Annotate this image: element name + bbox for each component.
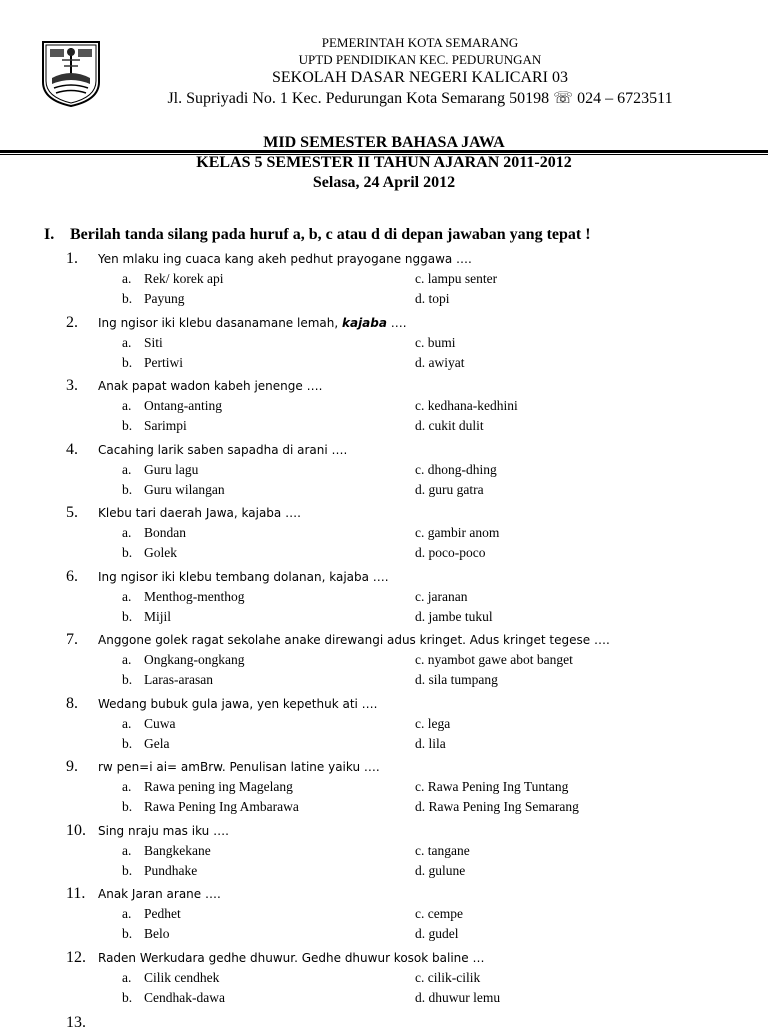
- option-c[interactable]: c. bumi: [415, 334, 456, 350]
- option-d[interactable]: d. dhuwur lemu: [415, 989, 501, 1005]
- question-line: [66, 885, 221, 903]
- question-line: [66, 314, 407, 332]
- question-line: [66, 504, 301, 522]
- option-a[interactable]: [122, 906, 181, 922]
- question-line: [66, 441, 347, 459]
- question-number: 5.: [66, 504, 78, 521]
- question-number: 6.: [66, 567, 78, 585]
- option-c[interactable]: c. gambir anom: [415, 525, 500, 540]
- option-d[interactable]: d. jambe tukul: [415, 608, 493, 624]
- option-a[interactable]: [122, 525, 186, 541]
- question-item: [0, 248, 768, 312]
- option-letter: a.: [122, 525, 132, 540]
- option-a[interactable]: [122, 843, 211, 859]
- option-b[interactable]: [122, 545, 177, 561]
- question-item: [0, 375, 768, 439]
- option-letter: b.: [122, 862, 133, 878]
- title-date: Selasa, 24 April 2012: [312, 174, 456, 191]
- question-text: Cacahing larik saben sapadha di arani ….: [98, 442, 348, 457]
- option-a[interactable]: [122, 271, 223, 287]
- section-number: I.: [44, 226, 55, 243]
- question-text: Yen mlaku ing cuaca kang akeh pedhut prayogane nggawa ….: [98, 252, 472, 266]
- question-item: [0, 439, 768, 503]
- option-letter: b.: [122, 672, 133, 687]
- option-text: Rawa Pening Ing Ambarawa: [144, 799, 299, 814]
- option-text: Siti: [144, 334, 163, 350]
- option-a[interactable]: [122, 779, 293, 795]
- question-line: [66, 822, 229, 840]
- option-letter: a.: [122, 779, 132, 794]
- header-government: PEMERINTAH KOTA SEMARANG: [321, 35, 519, 50]
- question-number: 12.: [66, 948, 86, 966]
- option-d[interactable]: d. Rawa Pening Ing Semarang: [415, 799, 579, 814]
- title-class: KELAS 5 SEMESTER II TAHUN AJARAN 2011-2012: [196, 154, 572, 171]
- option-a[interactable]: [122, 398, 222, 414]
- option-text: Ontang-anting: [144, 398, 222, 413]
- question-line: [66, 949, 484, 967]
- option-text: Sarimpi: [144, 418, 187, 433]
- option-text: Mijil: [144, 608, 172, 624]
- option-text: Rek/ korek api: [144, 271, 224, 286]
- option-text: Gela: [144, 735, 170, 751]
- option-b[interactable]: [122, 291, 185, 307]
- option-letter: a.: [122, 906, 132, 921]
- option-letter: a.: [122, 461, 132, 477]
- option-d[interactable]: d. cukit dulit: [415, 418, 484, 433]
- question-text: Wedang bubuk gula jawa, yen kepethuk ati ….: [98, 696, 378, 711]
- option-b[interactable]: [122, 799, 299, 815]
- option-d[interactable]: d. topi: [415, 291, 450, 306]
- option-c[interactable]: c. dhong-dhing: [415, 461, 497, 477]
- header-department: UPTD PENDIDIKAN KEC. PEDURUNGAN: [298, 52, 542, 67]
- question-number: 8.: [66, 694, 78, 712]
- question-number: 2.: [66, 313, 78, 331]
- letterhead: [0, 30, 768, 120]
- question-item: [0, 566, 768, 630]
- option-text: Payung: [144, 291, 185, 306]
- question-text: Sing nraju mas iku ….: [98, 823, 229, 838]
- option-c[interactable]: c. tangane: [415, 842, 470, 858]
- option-b[interactable]: [122, 609, 171, 625]
- option-d[interactable]: d. awiyat: [415, 354, 465, 370]
- option-text: Guru wilangan: [144, 481, 225, 497]
- option-c[interactable]: c. cempe: [415, 906, 463, 921]
- option-b[interactable]: [122, 355, 183, 371]
- option-a[interactable]: [122, 652, 244, 668]
- question-text: Raden Werkudara gedhe dhuwur. Gedhe dhuwur kosok baline …: [98, 950, 485, 965]
- question-emphasis: kajaba: [341, 315, 387, 330]
- option-letter: b.: [122, 735, 133, 751]
- header-address: Jl. Supriyadi No. 1 Kec. Pedurungan Kota Semarang 50198 ☏ 024 – 6723511: [167, 90, 673, 107]
- option-letter: b.: [122, 608, 133, 624]
- question-line: [66, 758, 380, 776]
- option-text: Cilik cendhek: [144, 969, 220, 985]
- option-b[interactable]: [122, 926, 170, 942]
- question-item: [0, 502, 768, 566]
- question-text: Anak Jaran arane ….: [98, 887, 221, 901]
- question-text-tail: ….: [386, 315, 407, 330]
- option-d[interactable]: d. poco-poco: [415, 545, 486, 560]
- option-text: Ongkang-ongkang: [144, 652, 245, 667]
- option-d[interactable]: d. gulune: [415, 862, 466, 878]
- section-instruction: [44, 225, 591, 245]
- option-text: Cendhak-dawa: [144, 989, 225, 1005]
- option-letter: a.: [122, 652, 132, 667]
- title-subject: MID SEMESTER BAHASA JAWA: [263, 134, 505, 151]
- option-c[interactable]: c. lega: [415, 715, 451, 731]
- question-item: [0, 312, 768, 376]
- question-number: 3.: [66, 377, 78, 394]
- option-b[interactable]: [122, 672, 213, 688]
- question-text: Klebu tari daerah Jawa, kajaba ….: [98, 506, 301, 520]
- option-d[interactable]: d. lila: [415, 735, 446, 751]
- option-letter: a.: [122, 334, 132, 350]
- question-line: [66, 377, 322, 395]
- option-d[interactable]: d. guru gatra: [415, 481, 484, 497]
- question-number: 11.: [66, 885, 86, 902]
- option-text: Pedhet: [144, 906, 181, 921]
- option-letter: b.: [122, 481, 133, 497]
- option-text: Guru lagu: [144, 461, 199, 477]
- question-item: [0, 629, 768, 693]
- option-text: Laras-arasan: [144, 672, 213, 687]
- option-c[interactable]: c. cilik-cilik: [415, 969, 481, 985]
- question-line: [66, 695, 377, 713]
- question-line: [66, 568, 389, 586]
- option-letter: a.: [122, 398, 132, 413]
- option-letter: a.: [122, 588, 132, 604]
- option-d[interactable]: d. gudel: [415, 926, 459, 941]
- instruction-text: Berilah tanda silang pada huruf a, b, c atau d di depan jawaban yang tepat !: [70, 226, 591, 243]
- option-letter: b.: [122, 354, 133, 370]
- option-text: Pertiwi: [144, 354, 183, 370]
- header-school-name: SEKOLAH DASAR NEGERI KALICARI 03: [272, 69, 568, 86]
- option-text: Pundhake: [144, 862, 198, 878]
- question-number-cutoff: 13.: [66, 1014, 86, 1031]
- option-text: Belo: [144, 926, 170, 941]
- option-c[interactable]: c. nyambot gawe abot banget: [415, 652, 573, 667]
- question-text: Ing ngisor iki klebu dasanamane lemah,: [98, 315, 342, 330]
- option-b[interactable]: [122, 418, 187, 434]
- option-letter: b.: [122, 799, 133, 814]
- option-c[interactable]: c. Rawa Pening Ing Tuntang: [415, 779, 569, 794]
- option-text: Menthog-menthog: [144, 588, 245, 604]
- question-item: [0, 693, 768, 757]
- option-letter: a.: [122, 715, 132, 731]
- option-a[interactable]: [122, 589, 245, 605]
- option-text: Rawa pening ing Magelang: [144, 779, 293, 794]
- question-number: 1.: [66, 250, 78, 267]
- coat-of-arms-icon: [40, 38, 102, 108]
- question-item: [0, 820, 768, 884]
- question-item: [0, 883, 768, 947]
- option-a[interactable]: [122, 335, 163, 351]
- option-a[interactable]: [122, 970, 219, 986]
- option-c[interactable]: c. lampu senter: [415, 271, 498, 286]
- option-letter: b.: [122, 545, 133, 560]
- option-a[interactable]: [122, 716, 176, 732]
- option-letter: a.: [122, 969, 132, 985]
- option-b[interactable]: [122, 736, 169, 752]
- question-text: Anggone golek ragat sekolahe anake direwangi adus kringet. Adus kringet tegese ….: [98, 633, 610, 647]
- option-letter: b.: [122, 418, 133, 433]
- question-number: 4.: [66, 440, 78, 458]
- option-text: Bangkekane: [144, 842, 211, 858]
- question-list: [0, 248, 768, 1010]
- option-text: Golek: [144, 545, 177, 560]
- option-b[interactable]: [122, 863, 197, 879]
- question-item: [0, 756, 768, 820]
- option-letter: b.: [122, 926, 133, 941]
- option-d[interactable]: d. sila tumpang: [415, 672, 498, 687]
- option-letter: b.: [122, 291, 133, 306]
- option-text: Cuwa: [144, 715, 176, 731]
- question-item: [0, 947, 768, 1011]
- option-c[interactable]: c. kedhana-kedhini: [415, 398, 518, 413]
- option-b[interactable]: [122, 990, 225, 1006]
- question-line: [66, 250, 472, 268]
- question-number: 10.: [66, 821, 86, 839]
- option-a[interactable]: [122, 462, 198, 478]
- option-letter: a.: [122, 842, 132, 858]
- question-number: 7.: [66, 631, 78, 648]
- option-letter: a.: [122, 271, 132, 286]
- question-text: Anak papat wadon kabeh jenenge ….: [98, 379, 323, 393]
- option-b[interactable]: [122, 482, 225, 498]
- option-text: Bondan: [144, 525, 186, 540]
- question-number: 9.: [66, 758, 78, 775]
- exam-title: [0, 133, 768, 193]
- question-text: rw pen=i ai= amBrw. Penulisan latine yaiku ….: [98, 760, 380, 774]
- option-c[interactable]: c. jaranan: [415, 588, 468, 604]
- question-line: [66, 631, 610, 649]
- question-text: Ing ngisor iki klebu tembang dolanan, kajaba ….: [98, 569, 389, 584]
- option-letter: b.: [122, 989, 133, 1005]
